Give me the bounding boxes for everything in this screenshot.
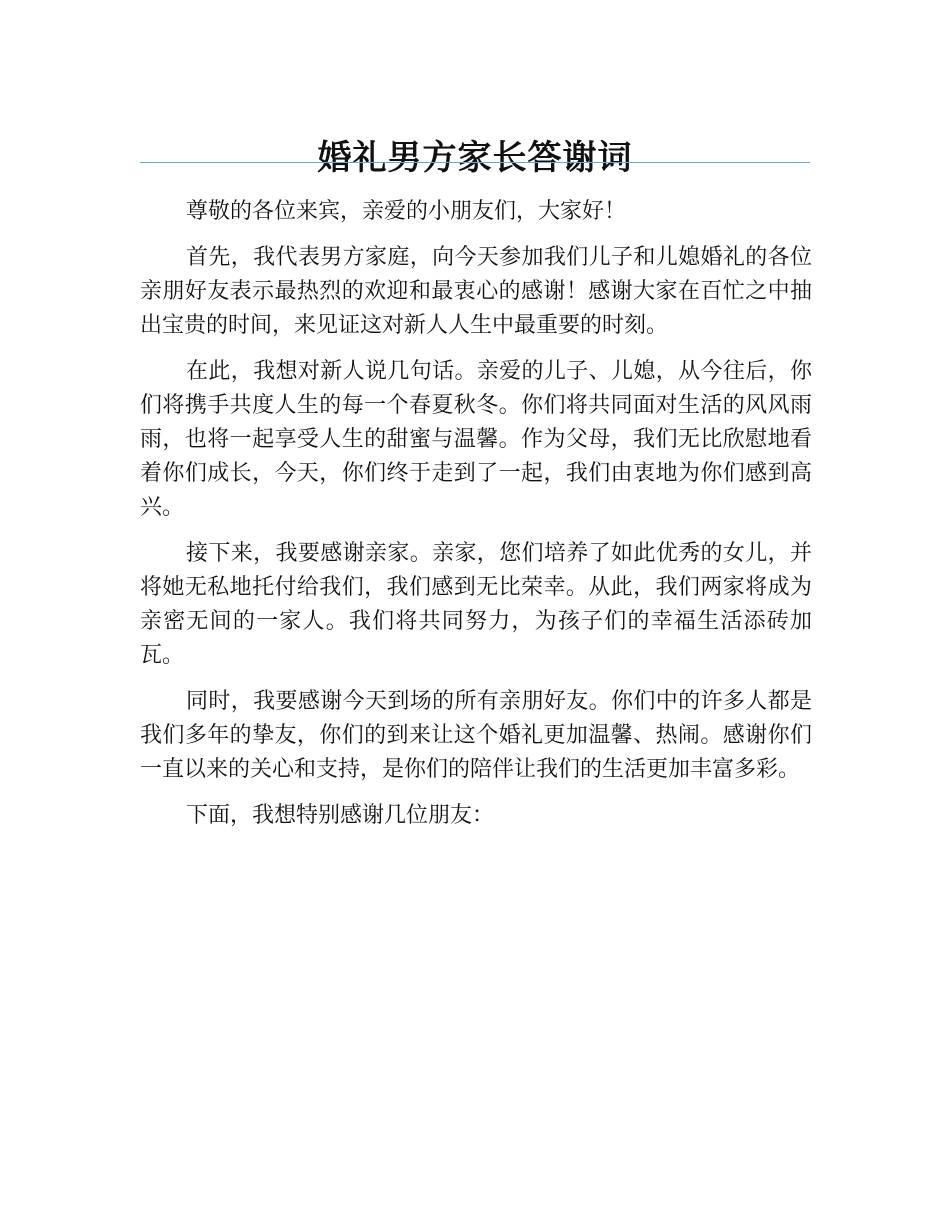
paragraph-thanks-in-laws: 接下来，我要感谢亲家。亲家，您们培养了如此优秀的女儿，并将她无私地托付给我们，我们感到无比荣幸。从此，我们两家将成为亲密无间的一家人。我们将共同努力，为孩子们的幸福生活添砖加瓦。 <box>140 541 812 668</box>
paragraph-special-thanks: 下面，我想特别感谢几位朋友： <box>186 803 495 828</box>
paragraph-thanks-guests: 同时，我要感谢今天到场的所有亲朋好友。你们中的许多人都是我们多年的挚友，你们的到来让这个婚礼更加温馨、热闹。感谢你们一直以来的关心和支持，是你们的陪伴让我们的生活更加丰富多彩。 <box>140 689 812 782</box>
document-title: 婚礼男方家长答谢词 <box>317 137 633 178</box>
document-body <box>140 195 812 845</box>
paragraph-welcome: 首先，我代表男方家庭，向今天参加我们儿子和儿媳婚礼的各位亲朋好友表示最热烈的欢迎和最衷心的感谢！感谢大家在百忙之中抽出宝贵的时间，来见证这对新人人生中最重要的时刻。 <box>140 245 812 338</box>
paragraph-to-couple: 在此，我想对新人说几句话。亲爱的儿子、儿媳，从今往后，你们将携手共度人生的每一个春夏秋冬。你们将共同面对生活的风风雨雨，也将一起享受人生的甜蜜与温馨。作为父母，我们无比欣慰地看着你们成长，今天，你们终于走到了一起，我们由衷地为你们感到高兴。 <box>140 359 812 520</box>
title-underline <box>140 162 810 163</box>
paragraph-greeting: 尊敬的各位来宾，亲爱的小朋友们，大家好！ <box>186 199 627 224</box>
